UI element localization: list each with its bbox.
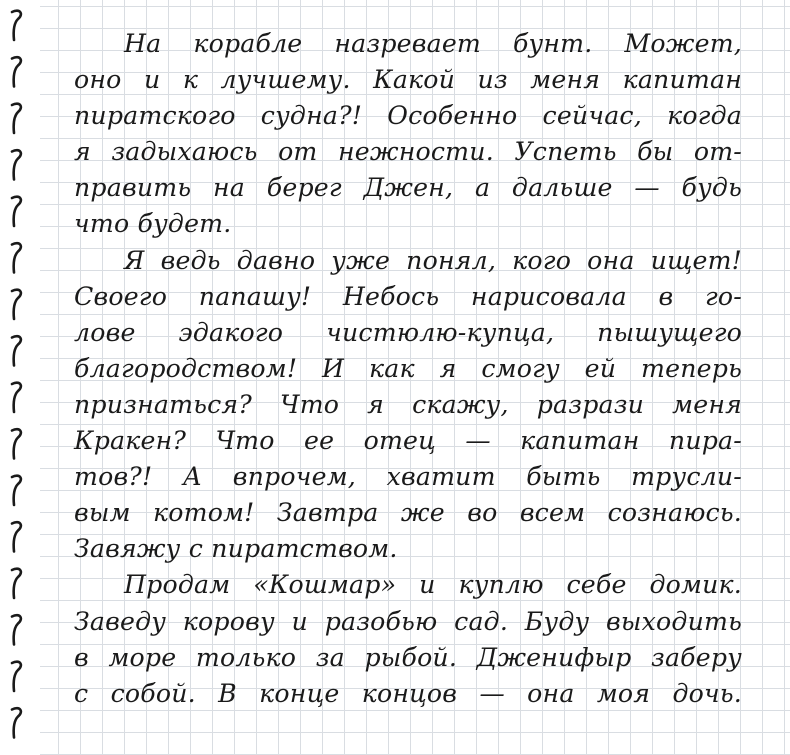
binding-ring bbox=[12, 243, 21, 272]
text-line: Заведу корову и разобью сад. Буду выходить bbox=[74, 606, 742, 636]
binding-ring bbox=[12, 662, 21, 691]
text-line: признаться? Что я скажу, разрази меня bbox=[74, 389, 742, 419]
binding-ring bbox=[12, 290, 21, 319]
binding-ring bbox=[12, 615, 21, 644]
text-line: в море только за рыбой. Дженифыр заберу bbox=[74, 642, 742, 672]
binding-ring bbox=[12, 104, 21, 133]
handwritten-text bbox=[74, 26, 742, 712]
binding-ring bbox=[12, 476, 21, 505]
text-line: я задыхаюсь от нежности. Успеть бы от- bbox=[74, 137, 742, 167]
binding-ring bbox=[12, 708, 21, 737]
binding-ring bbox=[12, 522, 21, 551]
binding-ring bbox=[12, 336, 21, 365]
text-line: лове эдакого чистюлю-купца, пышущего bbox=[74, 317, 742, 347]
binding-ring bbox=[12, 383, 21, 412]
binding-ring bbox=[12, 11, 21, 40]
binding-ring bbox=[12, 197, 21, 226]
binding-ring bbox=[12, 57, 21, 86]
binding-ring bbox=[12, 150, 21, 179]
text-line: Продам «Кошмар» и куплю себе домик. bbox=[124, 570, 742, 600]
text-line: пиратского судна?! Особенно сейчас, когда bbox=[74, 101, 742, 131]
binding-ring bbox=[12, 429, 21, 458]
text-line: Своего папашу! Небось нарисовала в го- bbox=[74, 281, 742, 311]
text-line: вым котом! Завтра же во всем сознаюсь. bbox=[74, 498, 742, 528]
text-line: с собой. В конце концов — она моя дочь. bbox=[74, 678, 742, 708]
text-line: тов?! А впрочем, хватит быть трусли- bbox=[74, 462, 742, 492]
text-line: оно и к лучшему. Какой из меня капитан bbox=[74, 65, 742, 95]
text-line: Завяжу с пиратством. bbox=[74, 534, 398, 564]
spiral-binding bbox=[0, 0, 40, 755]
text-line: Кракен? Что ее отец — капитан пира- bbox=[74, 426, 742, 456]
text-line: править на берег Джен, а дальше — будь bbox=[74, 173, 742, 203]
text-line: благородством! И как я смогу ей теперь bbox=[74, 353, 742, 383]
text-line: что будет. bbox=[74, 209, 232, 239]
binding-ring bbox=[12, 569, 21, 598]
spiral-binding-icon bbox=[0, 0, 40, 755]
text-line: Я ведь давно уже понял, кого она ищет! bbox=[124, 245, 742, 275]
text-line: На корабле назревает бунт. Может, bbox=[124, 29, 742, 58]
